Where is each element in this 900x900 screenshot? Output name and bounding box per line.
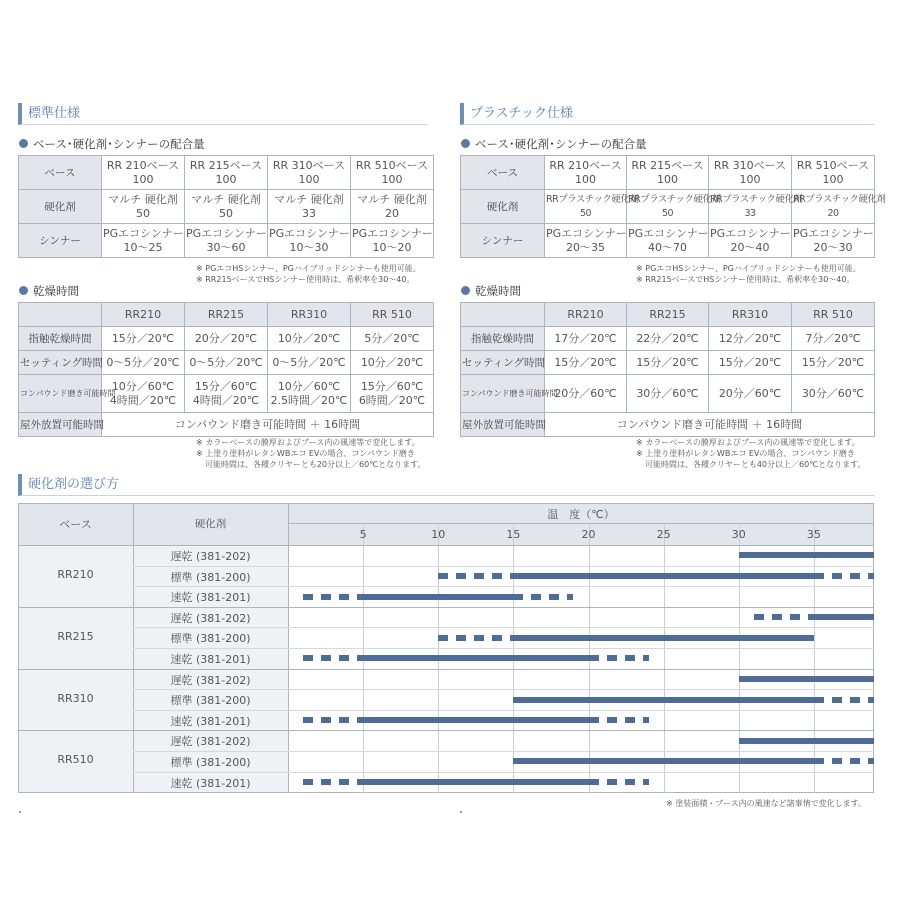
chart-row-divider [133,710,874,711]
mix-cell [351,156,434,190]
chart-group-divider [18,669,874,670]
cell-text: 20分／60℃ [554,386,617,400]
cell-text: PGエコシンナー [628,226,709,240]
cell-text: 100 [298,172,320,186]
dry-cell [792,351,875,375]
plastic-dry-table [460,302,875,437]
cell-text: PGエコシンナー [186,226,267,240]
standard-dry-subtitle [19,283,79,299]
cell-text: 50 [136,206,150,220]
chart-bar-solid [363,717,588,723]
plastic-dry-note-2: ※ 上塗り塗料がレタンWBエコ EVの場合、コンパウンド磨き [636,449,855,458]
dry-header-cell: RR310 [268,303,351,327]
dry-row [19,351,434,375]
cell-text: RR 215ベース [189,158,263,172]
dry-header-cell: RR210 [102,303,185,327]
chart-bar-dashed [438,635,513,641]
standard-mix-subtitle [19,136,205,152]
chart-col-hardener-label: 硬化剤 [194,518,227,530]
plastic-dry-subtitle-text: 乾燥時間 [475,284,521,298]
cell-text: 100 [739,172,761,186]
mix-cell [545,156,627,190]
dry-outdoor-label: 屋外放置可能時間 [19,413,102,437]
chart-bar-dashed [814,697,874,703]
cell-text: 15分／60℃ [360,379,424,393]
standard-mix-note-2: ※ RR215ベースでHSシンナー使用時は、希釈率を30～40。 [196,275,415,284]
cell-text: PGエコシンナー [269,226,350,240]
cell-text: RR 510ベース [796,158,870,172]
cell-text: 10分／20℃ [360,355,424,369]
cell-text: 0～5分／20℃ [272,355,346,369]
cell-text: マルチ 硬化剤 [191,192,261,206]
cell-text: RRプラスチック硬化剤 [710,193,803,205]
chart-section-title: 硬化剤の選び方 [18,474,874,496]
cell-text: RRプラスチック硬化剤 [628,193,721,205]
chart-hardener-label: 遅乾 (381-202) [170,735,251,749]
mix-cell [792,224,875,258]
chart-bar-solid [363,655,588,661]
chart-bar-dashed [589,655,649,661]
standard-dry-note-2: ※ 上塗り塗料がレタンWBエコ EVの場合、コンパウンド磨き [196,449,415,458]
cell-text: 4時間／20℃ [192,393,260,407]
chart-hardener-label: 速乾 (381-201) [170,714,251,728]
dry-cell [792,375,875,413]
mix-cell [351,190,434,224]
mix-cell [268,156,351,190]
mix-row [461,190,875,224]
cell-text: PGエコシンナー [710,226,791,240]
chart-row-divider [133,751,874,752]
dry-header-cell: RR210 [545,303,627,327]
chart-hardener-label: 標準 (381-200) [170,756,251,769]
mix-cell [709,156,792,190]
chart-hardener-label: 標準 (381-200) [170,694,251,708]
cell-text: マルチ 硬化剤 [108,192,178,206]
chart-bar-dashed [438,573,513,579]
chart-tick-label: 35 [806,528,821,541]
chart-base-label: RR510 [57,753,94,767]
chart-col-base-label: ベース [59,518,92,531]
chart-hardener-label: 遅乾 (381-202) [170,673,251,687]
dry-row-label: コンパウンド磨き可能時間 [19,375,102,413]
dry-row-label: 指触乾燥時間 [19,327,102,351]
chart-base-label: RR215 [57,629,94,643]
cell-text: 10～20 [372,240,412,254]
chart-bar-solid [739,552,874,558]
plastic-mix-subtitle-text: ベース･硬化剤･シンナーの配合量 [475,137,647,151]
chart-hardener-label: 標準 (381-200) [170,632,251,646]
mix-cell [792,190,886,224]
mix-row [19,190,434,224]
cell-text: 10～30 [289,240,329,254]
dry-row-label: セッティング時間 [19,351,102,375]
dry-row [19,327,434,351]
mix-cell [627,190,721,224]
mix-cell [709,190,803,224]
standard-dry-note-1: ※ カラーベースの膜厚およびブース内の風速等で変化します。 [196,438,420,447]
chart-tick-label: 30 [731,528,746,541]
plastic-dry-subtitle [461,283,521,299]
cell-text: 2.5時間／20℃ [270,393,348,407]
cell-text: 20 [827,207,839,219]
plastic-dry-note-3: 可能時間は、各種クリヤーとも40分以上／60℃となります。 [645,460,866,469]
cell-text: 17分／20℃ [554,331,617,345]
dry-cell [545,327,627,351]
cell-text: 33 [302,206,316,220]
chart-row-divider [133,566,874,567]
dry-cell [185,375,268,413]
mix-cell [102,156,185,190]
page-mark-right [460,811,462,813]
cell-text: 30分／60℃ [801,386,865,400]
cell-text: 30分／60℃ [636,386,699,400]
cell-text: 15分／20℃ [801,355,865,369]
cell-text: 0～5分／20℃ [106,355,180,369]
bullet-dot-icon [461,286,470,295]
dry-cell [351,327,434,351]
chart-bar-dashed [303,717,363,723]
dry-header-row [461,303,875,327]
dry-header-cell: RR 510 [792,303,875,327]
cell-text: マルチ 硬化剤 [357,192,427,206]
dry-cell [185,351,268,375]
cell-text: 30～60 [206,240,246,254]
bullet-dot-icon [19,286,28,295]
mix-cell [268,190,351,224]
cell-text: 15分／20℃ [554,355,617,369]
standard-mix-note-1: ※ PGエコHSシンナー、PGハイブリッドシンナーも使用可能。 [196,264,421,273]
bullet-dot-icon [461,139,470,148]
chart-bar-dashed [589,779,649,785]
chart-row-divider [133,627,874,628]
cell-text: 20分／20℃ [194,331,258,345]
cell-text: RR 210ベース [549,158,622,172]
dry-cell [627,351,709,375]
mix-cell [185,156,268,190]
dry-row [461,351,875,375]
mix-cell [102,224,185,258]
mix-cell [268,224,351,258]
dry-cell [102,375,185,413]
mix-cell [627,156,709,190]
cell-text: 15分／20℃ [718,355,782,369]
chart-bar-solid [513,697,814,703]
mix-row-label: シンナー [461,224,545,258]
mix-cell [627,224,709,258]
chart-bar-dashed [754,614,814,620]
dry-cell [351,351,434,375]
dry-cell [351,375,434,413]
cell-text: PGエコシンナー [546,226,627,240]
cell-text: 12分／20℃ [718,331,782,345]
cell-text: 50 [661,207,674,219]
chart-bar-dashed [814,573,874,579]
cell-text: PGエコシンナー [103,226,184,240]
chart-base-label: RR210 [57,567,94,581]
dry-cell [268,327,351,351]
chart-bar-solid [513,573,814,579]
chart-hardener-label: 遅乾 (381-202) [170,550,251,563]
cell-text: 100 [575,172,596,186]
cell-text: 10～25 [123,240,163,254]
cell-text: 7分／20℃ [805,331,861,345]
mix-row-label: 硬化剤 [19,190,102,224]
mix-cell [545,224,627,258]
chart-row-divider [133,648,874,649]
cell-text: PGエコシンナー [793,226,874,240]
cell-text: 100 [822,172,844,186]
cell-text: 100 [132,172,154,186]
dry-row-label: コンパウンド磨き可能時間 [461,375,545,413]
dry-cell [627,375,709,413]
cell-text: 22分／20℃ [636,331,699,345]
chart-gridline [814,523,815,793]
mix-cell [102,190,185,224]
chart-tick-label: 5 [359,528,367,541]
dry-outdoor-label: 屋外放置可能時間 [461,413,545,437]
dry-header-cell: RR 510 [351,303,434,327]
dry-header-cell: RR215 [185,303,268,327]
chart-bar-dashed [303,655,363,661]
mix-row-label: ベース [19,156,102,190]
chart-tick-label: 15 [506,528,521,541]
chart-hardener-label: 速乾 (381-201) [170,591,251,605]
mix-cell [185,224,268,258]
cell-text: マルチ 硬化剤 [274,192,344,206]
dry-row-label: セッティング時間 [461,351,545,375]
cell-text: PGエコシンナー [352,226,433,240]
dry-row [19,375,434,413]
cell-text: 100 [381,172,403,186]
chart-row-divider [133,586,874,587]
chart-note: ※ 塗装面積・ブース内の風速など諸事情で変化します。 [666,799,866,808]
cell-text: 100 [657,172,678,186]
cell-text: RR 310ベース [713,158,787,172]
bullet-dot-icon [19,139,28,148]
cell-text: 33 [744,207,756,219]
chart-bar-dashed [814,758,874,764]
plastic-dry-note-1: ※ カラーベースの膜厚およびブース内の風速等で変化します。 [636,438,860,447]
chart-header-divider [288,523,874,524]
dry-cell [709,327,792,351]
plastic-section-title: プラスチック仕様 [460,103,874,125]
dry-cell [185,327,268,351]
chart-bar-solid [739,738,874,744]
dry-cell [709,351,792,375]
cell-text: 15分／60℃ [194,379,258,393]
dry-cell [102,327,185,351]
standard-section-title: 標準仕様 [18,103,428,125]
chart-header-bottom [18,545,874,546]
cell-text: 20～40 [730,240,770,254]
cell-text: 10分／20℃ [277,331,341,345]
chart-bar-dashed [303,594,363,600]
chart-hardener-label: 速乾 (381-201) [170,653,251,666]
plastic-mix-table [460,155,886,258]
plastic-mix-subtitle [461,136,647,152]
page-mark-left [19,811,21,813]
cell-text: 20～35 [566,240,605,254]
dry-cell [268,375,351,413]
cell-text: RR 510ベース [355,158,429,172]
chart-bar-solid [739,676,874,682]
cell-text: 6時間／20℃ [358,393,426,407]
cell-text: 20分／60℃ [718,386,782,400]
dry-outdoor-value: コンパウンド磨き可能時間 ＋ 16時間 [102,413,434,437]
plastic-mix-note-1: ※ PGエコHSシンナー、PGハイブリッドシンナーも使用可能。 [636,264,861,273]
mix-cell [185,190,268,224]
cell-text: 5分／20℃ [364,331,420,345]
cell-text: 15分／20℃ [636,355,699,369]
chart-bar-solid [513,635,814,641]
hardener-selection-chart [18,503,874,793]
standard-mix-subtitle-text: ベース･硬化剤･シンナーの配合量 [33,137,205,151]
cell-text: RR 215ベース [631,158,704,172]
cell-text: 4時間／20℃ [109,393,177,407]
chart-group-divider [18,730,874,731]
chart-row-divider [133,689,874,690]
chart-bar-dashed [589,717,649,723]
dry-header-cell: RR215 [627,303,709,327]
chart-bar-dashed [513,594,573,600]
dry-cell [709,375,792,413]
dry-header-row [19,303,434,327]
cell-text: 15分／20℃ [111,331,175,345]
chart-base-label: RR310 [57,691,94,705]
dry-header-empty [19,303,102,327]
dry-outdoor-value: コンパウンド磨き可能時間 ＋ 16時間 [545,413,875,437]
chart-xlabel: 温 度（℃） [547,508,615,521]
chart-hardener-label: 標準 (381-200) [170,570,251,584]
plastic-mix-note-2: ※ RR215ベースでHSシンナー使用時は、希釈率を30～40。 [636,275,855,284]
standard-dry-note-3: 可能時間は、各種クリヤーとも20分以上／60℃となります。 [205,460,426,469]
chart-gridline [664,523,665,793]
chart-group-divider [18,607,874,608]
dry-row-label: 指触乾燥時間 [461,327,545,351]
dry-row [461,375,875,413]
cell-text: 10分／60℃ [277,379,341,393]
mix-row-label: ベース [461,156,545,190]
mix-cell [709,224,792,258]
mix-row [461,224,875,258]
chart-tick-label: 25 [656,528,671,541]
dry-cell [545,351,627,375]
cell-text: 50 [219,206,233,220]
chart-gridline [739,523,740,793]
dry-cell [792,327,875,351]
dry-outdoor-row [19,413,434,437]
dry-cell [102,351,185,375]
dry-header-cell: RR310 [709,303,792,327]
mix-row [19,156,434,190]
dry-outdoor-row [461,413,875,437]
standard-dry-subtitle-text: 乾燥時間 [33,284,79,298]
cell-text: 0～5分／20℃ [189,355,263,369]
mix-cell [792,156,875,190]
mix-cell [351,224,434,258]
dry-row [461,327,875,351]
chart-bar-dashed [303,779,363,785]
standard-mix-table [18,155,434,258]
cell-text: 100 [215,172,237,186]
dry-cell [268,351,351,375]
chart-hardener-label: 速乾 (381-201) [170,776,251,790]
mix-cell [545,190,639,224]
chart-bar-solid [363,594,513,600]
chart-hardener-label: 遅乾 (381-202) [170,611,251,625]
dry-cell [627,327,709,351]
chart-bar-solid [363,779,588,785]
cell-text: 10分／60℃ [111,379,175,393]
cell-text: RR 310ベース [272,158,346,172]
standard-dry-table [18,302,434,437]
chart-tick-label: 20 [581,528,596,541]
cell-text: 20～30 [813,240,853,254]
chart-bar-solid [814,614,874,620]
chart-row-divider [133,772,874,773]
mix-row [19,224,434,258]
cell-text: RR 210ベース [106,158,180,172]
cell-text: RRプラスチック硬化剤 [793,193,886,205]
mix-row-label: シンナー [19,224,102,258]
cell-text: 50 [579,207,592,219]
chart-bar-solid [513,758,814,764]
dry-cell [545,375,627,413]
cell-text: 40～70 [648,240,687,254]
dry-header-empty [461,303,545,327]
chart-tick-label: 10 [431,528,446,541]
cell-text: 20 [385,206,399,220]
mix-row-label: 硬化剤 [461,190,545,224]
cell-text: RRプラスチック硬化剤 [546,193,639,205]
mix-row [461,156,875,190]
